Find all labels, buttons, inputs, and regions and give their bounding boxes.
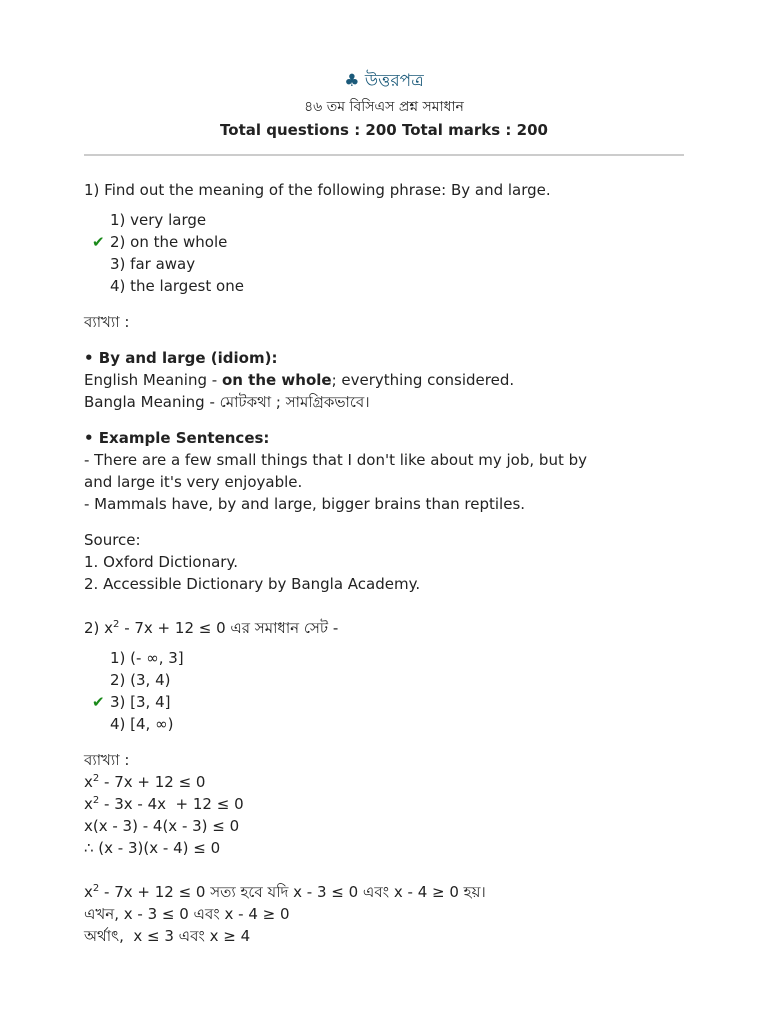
q2-option-2-label: 2) (3, 4)	[110, 671, 171, 689]
q1-option-4-label: 4) the largest one	[110, 277, 244, 295]
q2-text-suffix: - 7x + 12 ≤ 0 এর সমাধান সেট -	[119, 619, 339, 637]
header-divider	[84, 154, 684, 156]
q1-example-heading: • Example Sentences:	[84, 429, 270, 447]
english-meaning-rest: ; everything considered.	[331, 371, 515, 389]
q1-option-3-label: 3) far away	[110, 255, 196, 273]
q1-explanation-label: ব্যাখ্যা :	[84, 313, 130, 331]
english-meaning-bold: on the whole	[221, 371, 332, 389]
q2-explanation-label: ব্যাখ্যা :	[84, 751, 130, 769]
q1-english-meaning	[84, 369, 684, 391]
check-icon: ✔	[92, 233, 105, 251]
q1-option-2-label: 2) on the whole	[110, 233, 228, 251]
q1-source-1: 1. Oxford Dictionary.	[84, 553, 238, 571]
q1-bangla-meaning: Bangla Meaning - মোটকথা ; সামগ্রিকভাবে।	[84, 393, 370, 411]
q2-option-1-label: 1) (- ∞, 3]	[110, 649, 184, 667]
step-2-a: x	[84, 795, 93, 813]
q1-option-2	[92, 231, 684, 253]
q1-example-1: - There are a few small things that I don't like about my job, but by and large it's very enjoyable.	[84, 451, 587, 491]
q2-line-7: অর্থাৎ, x ≤ 3 এবং x ≥ 4	[84, 927, 251, 945]
q2-text-prefix: 2) x	[84, 619, 114, 637]
q2-option-1	[110, 647, 684, 669]
club-icon: ♣	[344, 71, 360, 91]
question-1-text: 1) Find out the meaning of the following phrase: By and large.	[84, 181, 551, 199]
q1-option-4	[110, 275, 684, 297]
q2-step-2	[84, 793, 684, 815]
step-1-b: - 7x + 12 ≤ 0	[99, 773, 206, 791]
exam-subtitle: ৪৬ তম বিসিএস প্রশ্ন সমাধান	[304, 99, 464, 115]
brand-title	[0, 68, 768, 94]
q1-example-2: - Mammals have, by and large, bigger brains than reptiles.	[84, 495, 526, 513]
q2-line-5	[84, 881, 684, 903]
question-2-text	[84, 617, 684, 639]
header	[0, 68, 768, 141]
q2-option-4-label: 4) [4, ∞)	[110, 715, 174, 733]
english-meaning-prefix: English Meaning -	[84, 371, 222, 389]
questions-content	[84, 179, 684, 947]
totals-line: Total questions : 200 Total marks : 200	[220, 121, 548, 139]
q2-text-sup: 2	[113, 619, 120, 630]
q1-source-label: Source:	[84, 531, 141, 549]
question-2-options	[84, 647, 684, 735]
q2-step-4: ∴ (x - 3)(x - 4) ≤ 0	[84, 839, 221, 857]
question-1-options	[84, 209, 684, 297]
q1-option-1	[110, 209, 684, 231]
q2-option-3	[92, 691, 684, 713]
step-1-a: x	[84, 773, 93, 791]
line-5-a: x	[84, 883, 93, 901]
q2-option-2	[110, 669, 684, 691]
q1-option-3	[110, 253, 684, 275]
q1-option-1-label: 1) very large	[110, 211, 207, 229]
q2-line-6: এখন, x - 3 ≤ 0 এবং x - 4 ≥ 0	[84, 905, 290, 923]
step-2-sup: 2	[92, 795, 100, 806]
q2-step-3: x(x - 3) - 4(x - 3) ≤ 0	[84, 817, 240, 835]
line-5-b: - 7x + 12 ≤ 0 সত্য হবে যদি x - 3 ≤ 0 এবং x - 4 ≥ 0 হয়।	[99, 883, 486, 901]
brand-name: উত্তরপত্র	[364, 71, 424, 91]
check-icon: ✔	[92, 693, 105, 711]
line-5-sup: 2	[92, 883, 100, 894]
q2-option-3-label: 3) [3, 4]	[110, 693, 171, 711]
q2-option-4	[110, 713, 684, 735]
step-2-b: - 3x - 4x + 12 ≤ 0	[99, 795, 244, 813]
step-1-sup: 2	[92, 773, 100, 784]
q2-step-1	[84, 771, 684, 793]
q1-idiom-heading: • By and large (idiom):	[84, 349, 278, 367]
q1-source-2: 2. Accessible Dictionary by Bangla Academy.	[84, 575, 421, 593]
